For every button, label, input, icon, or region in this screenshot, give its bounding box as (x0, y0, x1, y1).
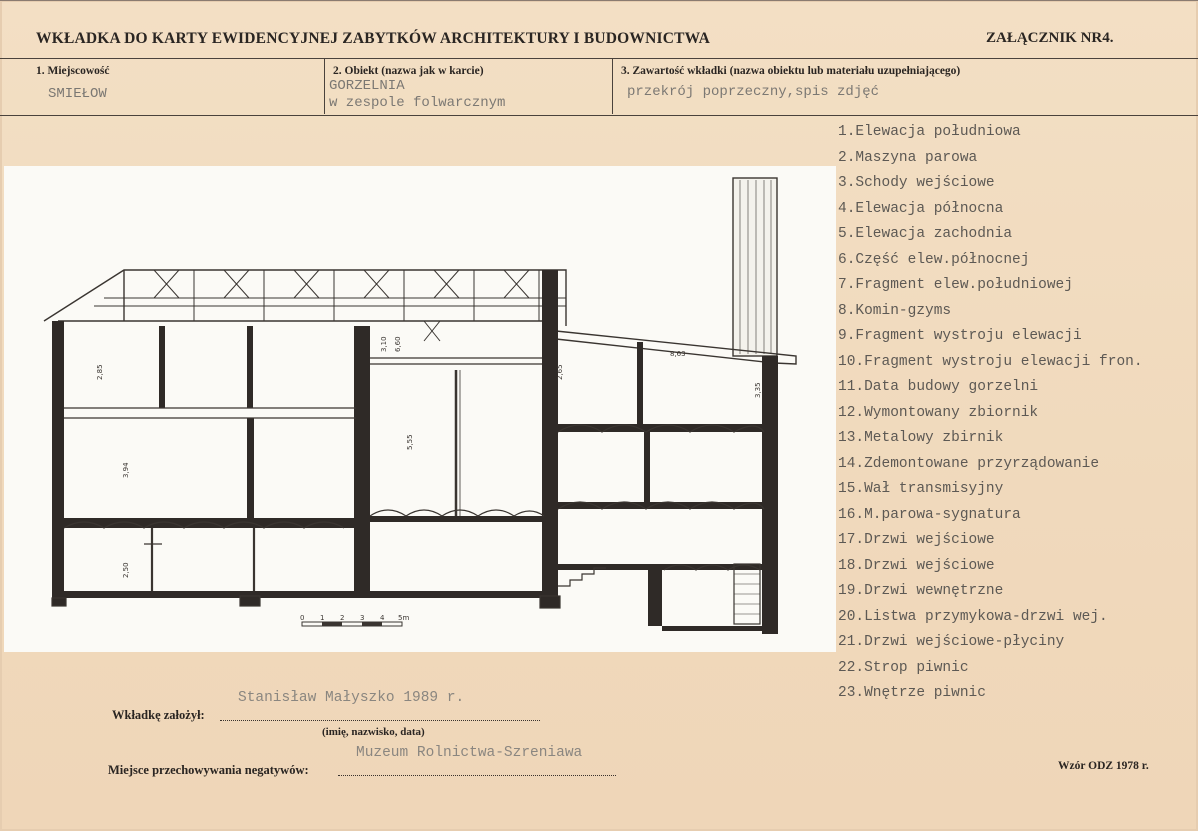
list-item: 12.Wymontowany zbiornik (838, 404, 1039, 421)
cross-section-svg (4, 166, 836, 652)
list-item: 20.Listwa przymykowa-drzwi wej. (838, 608, 1108, 625)
field-contents (612, 58, 1198, 114)
list-item: 14.Zdemontowane przyrządowanie (838, 455, 1100, 472)
dim-label: 2,65 (556, 364, 564, 380)
list-item: 7.Fragment elew.południowej (838, 277, 1073, 293)
list-item: 11.Data budowy gorzelni (838, 379, 1039, 395)
scale-label: 5m (398, 614, 410, 622)
list-item: 17.Drzwi wejściowe (838, 532, 995, 548)
list-item: 4.Elewacja północna (838, 200, 1004, 217)
founder-value: Stanisław Małyszko 1989 r. (238, 690, 465, 706)
chimney (733, 178, 777, 356)
cross-section-drawing (4, 166, 836, 652)
field-object-value-line1: GORZELNIA (329, 78, 405, 94)
list-item: 15.Wał transmisyjny (838, 481, 1004, 497)
field-locality (28, 58, 324, 114)
left-wall (52, 321, 64, 606)
field-contents-label: 3. Zawartość wkładki (nazwa obiektu lub materiału uzupełniającego) (621, 65, 961, 77)
storage-dotted-line (338, 775, 616, 776)
list-item: 13.Metalowy zbirnik (838, 430, 1004, 446)
list-item: 16.M.parowa-sygnatura (838, 506, 1021, 523)
list-item: 22.Strop piwnic (838, 659, 969, 676)
middle-wall (542, 270, 558, 608)
field-object-label: 2. Obiekt (nazwa jak w karcie) (333, 65, 484, 77)
scale-label: 4 (380, 614, 385, 622)
photo-list (838, 120, 1194, 707)
scale-label: 3 (360, 614, 365, 622)
founder-dotted-line (220, 720, 540, 721)
dim-label: 8,63 (670, 350, 686, 358)
field-object (324, 58, 613, 114)
form-id: Wzór ODZ 1978 r. (1058, 760, 1149, 772)
list-item: 1.Elewacja południowa (838, 124, 1021, 140)
scale-label: 1 (320, 614, 325, 622)
field-locality-value: SMIEŁOW (48, 86, 107, 102)
annex-number: ZAŁĄCZNIK NR4. (986, 30, 1114, 46)
dim-label: 3,94 (122, 462, 130, 478)
list-item: 23.Wnętrze piwnic (838, 685, 986, 701)
top-border (0, 0, 1198, 7)
scale-label: 2 (340, 614, 345, 622)
storage-label: Miejsce przechowywania negatywów: (108, 763, 309, 777)
list-item: 2.Maszyna parowa (838, 149, 978, 166)
list-item: 6.Część elew.północnej (838, 251, 1030, 268)
dim-label: 2,50 (122, 562, 130, 578)
scale-label: 0 (300, 614, 305, 622)
list-item: 3.Schody wejściowe (838, 175, 995, 191)
dim-label: 2,85 (96, 364, 104, 380)
dim-label: 3,10 (380, 336, 388, 352)
list-item: 21.Drzwi wejściowe-płyciny (838, 634, 1065, 650)
dim-label: 6,60 (394, 336, 402, 352)
dim-label: 5,55 (406, 434, 414, 450)
field-locality-label: 1. Miejscowość (36, 65, 110, 77)
list-item: 9.Fragment wystroju elewacji (838, 328, 1082, 344)
storage-value: Muzeum Rolnictwa-Szreniawa (356, 745, 583, 761)
field-object-value-line2: w zespole folwarcznym (329, 95, 506, 111)
founder-label: Wkładkę założył: (112, 708, 205, 722)
field-contents-value: przekrój poprzeczny,spis zdjęć (627, 84, 880, 100)
card-title: WKŁADKA DO KARTY EWIDENCYJNEJ ZABYTKÓW ARCHITEKTURY I BUDOWNICTWA (36, 30, 711, 47)
list-item: 10.Fragment wystroju elewacji fron. (838, 353, 1143, 370)
founder-hint: (imię, nazwisko, data) (322, 726, 425, 738)
list-item: 18.Drzwi wejściowe (838, 557, 995, 574)
dim-label: 3,35 (754, 382, 762, 398)
list-item: 19.Drzwi wewnętrzne (838, 583, 1004, 599)
scale-bar (300, 614, 409, 626)
inner-wall (354, 326, 370, 596)
right-wall (762, 356, 778, 634)
list-item: 8.Komin-gzyms (838, 302, 952, 319)
list-item: 5.Elewacja zachodnia (838, 226, 1013, 242)
